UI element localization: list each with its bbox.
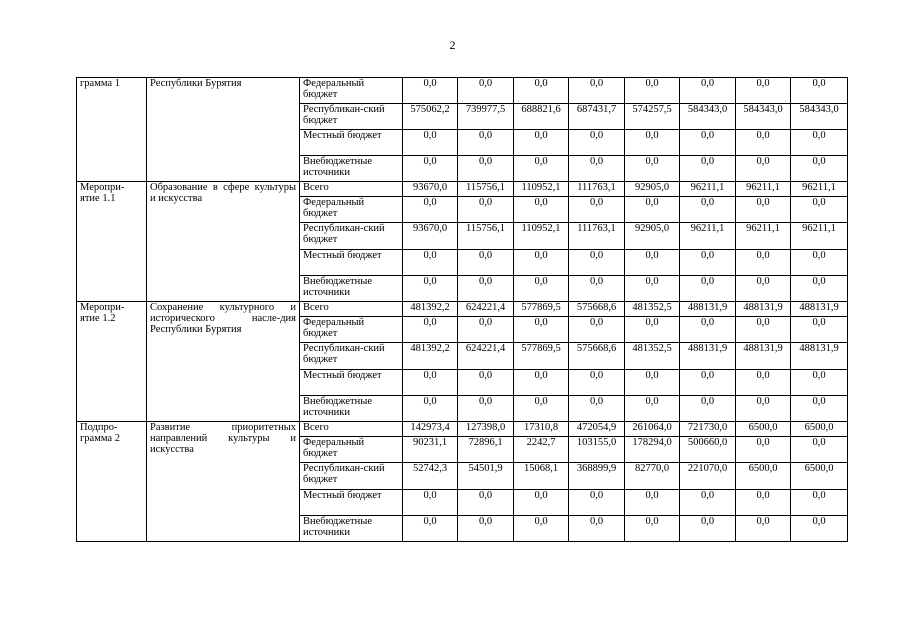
funding-source-cell: Внебюджетные источники	[300, 396, 403, 422]
amount-cell: 0,0	[403, 197, 458, 223]
amount-cell: 0,0	[569, 490, 625, 516]
amount-cell: 0,0	[625, 396, 680, 422]
amount-cell: 0,0	[403, 130, 458, 156]
amount-cell: 0,0	[569, 156, 625, 182]
amount-cell: 0,0	[680, 516, 736, 542]
amount-cell: 96211,1	[736, 223, 791, 250]
amount-cell: 0,0	[680, 396, 736, 422]
amount-cell: 261064,0	[625, 422, 680, 437]
amount-cell: 0,0	[680, 156, 736, 182]
funding-source-cell: Местный бюджет	[300, 130, 403, 156]
table-row	[77, 78, 848, 104]
amount-cell: 0,0	[791, 396, 848, 422]
amount-cell: 2242,7	[514, 437, 569, 463]
amount-cell: 721730,0	[680, 422, 736, 437]
amount-cell: 6500,0	[736, 463, 791, 490]
amount-cell: 103155,0	[569, 437, 625, 463]
amount-cell: 0,0	[625, 276, 680, 302]
amount-cell: 0,0	[458, 370, 514, 396]
amount-cell: 0,0	[458, 276, 514, 302]
amount-cell: 72896,1	[458, 437, 514, 463]
amount-cell: 481352,5	[625, 343, 680, 370]
amount-cell: 739977,5	[458, 104, 514, 130]
amount-cell: 96211,1	[736, 182, 791, 197]
amount-cell: 575062,2	[403, 104, 458, 130]
amount-cell: 624221,4	[458, 343, 514, 370]
amount-cell: 178294,0	[625, 437, 680, 463]
funding-source-cell: Федеральный бюджет	[300, 437, 403, 463]
amount-cell: 0,0	[680, 276, 736, 302]
funding-source-cell: Республикан-ский бюджет	[300, 104, 403, 130]
amount-cell: 575668,6	[569, 343, 625, 370]
amount-cell: 584343,0	[680, 104, 736, 130]
program-code-cell: грамма 1	[77, 78, 147, 182]
amount-cell: 0,0	[514, 250, 569, 276]
amount-cell: 368899,9	[569, 463, 625, 490]
amount-cell: 0,0	[680, 317, 736, 343]
amount-cell: 0,0	[791, 317, 848, 343]
amount-cell: 0,0	[680, 250, 736, 276]
amount-cell: 488131,9	[736, 343, 791, 370]
amount-cell: 0,0	[569, 197, 625, 223]
amount-cell: 0,0	[736, 156, 791, 182]
program-name-cell: Республики Бурятия	[147, 78, 300, 182]
amount-cell: 0,0	[736, 437, 791, 463]
budget-table	[76, 77, 848, 542]
amount-cell: 0,0	[791, 276, 848, 302]
amount-cell: 0,0	[625, 317, 680, 343]
amount-cell: 0,0	[736, 516, 791, 542]
amount-cell: 0,0	[514, 490, 569, 516]
amount-cell: 0,0	[625, 250, 680, 276]
amount-cell: 0,0	[680, 490, 736, 516]
amount-cell: 0,0	[569, 396, 625, 422]
amount-cell: 624221,4	[458, 302, 514, 317]
amount-cell: 96211,1	[680, 182, 736, 197]
funding-source-cell: Внебюджетные источники	[300, 156, 403, 182]
program-name-cell: Развитие приоритетных направлений культуры и искусства	[147, 422, 300, 542]
amount-cell: 0,0	[514, 78, 569, 104]
program-code-cell: Меропри-ятие 1.1	[77, 182, 147, 302]
amount-cell: 0,0	[403, 396, 458, 422]
amount-cell: 472054,9	[569, 422, 625, 437]
funding-source-cell: Местный бюджет	[300, 490, 403, 516]
amount-cell: 221070,0	[680, 463, 736, 490]
amount-cell: 0,0	[403, 156, 458, 182]
amount-cell: 0,0	[403, 78, 458, 104]
amount-cell: 687431,7	[569, 104, 625, 130]
amount-cell: 0,0	[514, 197, 569, 223]
amount-cell: 0,0	[569, 250, 625, 276]
amount-cell: 577869,5	[514, 302, 569, 317]
amount-cell: 96211,1	[680, 223, 736, 250]
amount-cell: 0,0	[680, 197, 736, 223]
amount-cell: 90231,1	[403, 437, 458, 463]
amount-cell: 488131,9	[680, 302, 736, 317]
amount-cell: 93670,0	[403, 182, 458, 197]
amount-cell: 0,0	[458, 78, 514, 104]
amount-cell: 0,0	[514, 396, 569, 422]
amount-cell: 0,0	[458, 396, 514, 422]
amount-cell: 111763,1	[569, 182, 625, 197]
funding-source-cell: Внебюджетные источники	[300, 276, 403, 302]
amount-cell: 0,0	[736, 250, 791, 276]
amount-cell: 0,0	[625, 78, 680, 104]
amount-cell: 17310,8	[514, 422, 569, 437]
amount-cell: 110952,1	[514, 223, 569, 250]
funding-source-cell: Федеральный бюджет	[300, 78, 403, 104]
amount-cell: 584343,0	[736, 104, 791, 130]
amount-cell: 0,0	[569, 130, 625, 156]
funding-source-cell: Федеральный бюджет	[300, 197, 403, 223]
program-name-cell: Сохранение культурного и исторического насле-дия Республики Бурятия	[147, 302, 300, 422]
amount-cell: 0,0	[569, 78, 625, 104]
amount-cell: 0,0	[458, 490, 514, 516]
funding-source-cell: Всего	[300, 182, 403, 197]
amount-cell: 115756,1	[458, 223, 514, 250]
amount-cell: 481392,2	[403, 343, 458, 370]
amount-cell: 488131,9	[680, 343, 736, 370]
amount-cell: 0,0	[403, 516, 458, 542]
amount-cell: 82770,0	[625, 463, 680, 490]
amount-cell: 0,0	[625, 197, 680, 223]
amount-cell: 488131,9	[736, 302, 791, 317]
amount-cell: 0,0	[736, 317, 791, 343]
amount-cell: 115756,1	[458, 182, 514, 197]
amount-cell: 0,0	[458, 317, 514, 343]
amount-cell: 142973,4	[403, 422, 458, 437]
amount-cell: 0,0	[458, 250, 514, 276]
amount-cell: 0,0	[403, 250, 458, 276]
funding-source-cell: Всего	[300, 302, 403, 317]
amount-cell: 92905,0	[625, 182, 680, 197]
amount-cell: 0,0	[569, 370, 625, 396]
amount-cell: 96211,1	[791, 182, 848, 197]
amount-cell: 0,0	[736, 276, 791, 302]
table-body	[77, 78, 848, 542]
amount-cell: 0,0	[458, 156, 514, 182]
amount-cell: 93670,0	[403, 223, 458, 250]
amount-cell: 0,0	[791, 516, 848, 542]
table-row	[77, 182, 848, 197]
table-row	[77, 422, 848, 437]
amount-cell: 0,0	[680, 78, 736, 104]
funding-source-cell: Республикан-ский бюджет	[300, 223, 403, 250]
amount-cell: 6500,0	[791, 422, 848, 437]
amount-cell: 488131,9	[791, 343, 848, 370]
amount-cell: 584343,0	[791, 104, 848, 130]
funding-source-cell: Местный бюджет	[300, 250, 403, 276]
amount-cell: 688821,6	[514, 104, 569, 130]
amount-cell: 96211,1	[791, 223, 848, 250]
amount-cell: 0,0	[569, 276, 625, 302]
amount-cell: 0,0	[625, 156, 680, 182]
amount-cell: 0,0	[736, 78, 791, 104]
amount-cell: 0,0	[625, 130, 680, 156]
amount-cell: 6500,0	[791, 463, 848, 490]
table-row	[77, 302, 848, 317]
amount-cell: 0,0	[569, 317, 625, 343]
amount-cell: 0,0	[569, 516, 625, 542]
amount-cell: 0,0	[736, 197, 791, 223]
funding-source-cell: Федеральный бюджет	[300, 317, 403, 343]
amount-cell: 0,0	[791, 130, 848, 156]
amount-cell: 0,0	[680, 370, 736, 396]
amount-cell: 0,0	[791, 250, 848, 276]
program-code-cell: Подпро-грамма 2	[77, 422, 147, 542]
amount-cell: 0,0	[791, 156, 848, 182]
amount-cell: 0,0	[736, 370, 791, 396]
amount-cell: 0,0	[625, 490, 680, 516]
amount-cell: 0,0	[791, 197, 848, 223]
amount-cell: 0,0	[791, 490, 848, 516]
amount-cell: 0,0	[680, 130, 736, 156]
amount-cell: 52742,3	[403, 463, 458, 490]
amount-cell: 0,0	[403, 490, 458, 516]
program-name-cell: Образование в сфере культуры и искусства	[147, 182, 300, 302]
funding-source-cell: Местный бюджет	[300, 370, 403, 396]
amount-cell: 500660,0	[680, 437, 736, 463]
amount-cell: 0,0	[514, 370, 569, 396]
amount-cell: 0,0	[736, 396, 791, 422]
amount-cell: 0,0	[458, 197, 514, 223]
amount-cell: 0,0	[458, 130, 514, 156]
amount-cell: 481352,5	[625, 302, 680, 317]
amount-cell: 54501,9	[458, 463, 514, 490]
amount-cell: 488131,9	[791, 302, 848, 317]
program-code-cell: Меропри-ятие 1.2	[77, 302, 147, 422]
amount-cell: 0,0	[736, 490, 791, 516]
amount-cell: 0,0	[791, 78, 848, 104]
amount-cell: 0,0	[736, 130, 791, 156]
amount-cell: 92905,0	[625, 223, 680, 250]
amount-cell: 15068,1	[514, 463, 569, 490]
funding-source-cell: Внебюджетные источники	[300, 516, 403, 542]
amount-cell: 575668,6	[569, 302, 625, 317]
funding-source-cell: Республикан-ский бюджет	[300, 343, 403, 370]
amount-cell: 0,0	[514, 276, 569, 302]
amount-cell: 0,0	[403, 276, 458, 302]
page-number: 2	[449, 38, 456, 52]
amount-cell: 0,0	[791, 437, 848, 463]
amount-cell: 0,0	[625, 516, 680, 542]
amount-cell: 577869,5	[514, 343, 569, 370]
amount-cell: 6500,0	[736, 422, 791, 437]
amount-cell: 0,0	[403, 317, 458, 343]
amount-cell: 0,0	[625, 370, 680, 396]
amount-cell: 110952,1	[514, 182, 569, 197]
funding-source-cell: Всего	[300, 422, 403, 437]
amount-cell: 0,0	[403, 370, 458, 396]
amount-cell: 0,0	[514, 516, 569, 542]
amount-cell: 481392,2	[403, 302, 458, 317]
amount-cell: 111763,1	[569, 223, 625, 250]
amount-cell: 0,0	[458, 516, 514, 542]
amount-cell: 0,0	[514, 156, 569, 182]
funding-source-cell: Республикан-ский бюджет	[300, 463, 403, 490]
amount-cell: 574257,5	[625, 104, 680, 130]
amount-cell: 0,0	[514, 130, 569, 156]
amount-cell: 0,0	[791, 370, 848, 396]
amount-cell: 0,0	[514, 317, 569, 343]
amount-cell: 127398,0	[458, 422, 514, 437]
